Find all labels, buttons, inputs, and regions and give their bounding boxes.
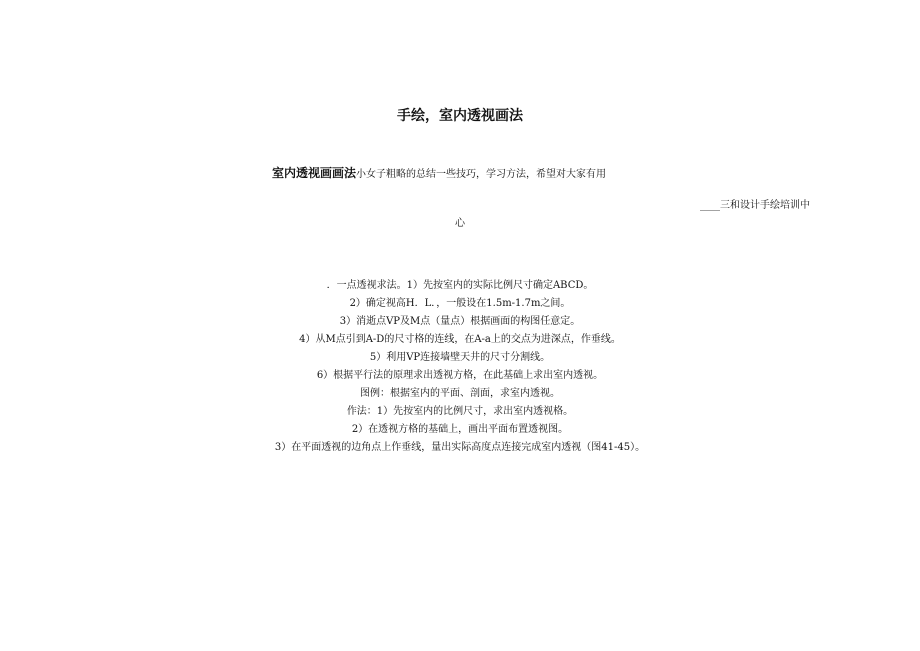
step-line: 4）从M点引到A-D的尺寸格的连线，在A-a上的交点为进深点，作垂线。: [299, 334, 621, 345]
step-line: 图例：根据室内的平面、剖面，求室内透视。: [360, 388, 560, 399]
document-title: 手绘，室内透视画法: [397, 108, 523, 124]
intro-bold-heading: 室内透视画画法: [272, 166, 357, 180]
signature-line: ____三和设计手绘培训中: [700, 200, 810, 211]
step-line: ．一点透视求法。1）先按室内的实际比例尺寸确定ABCD。: [326, 280, 594, 291]
step-line: 3）消逝点VP及M点（量点）根据画面的构图任意定。: [339, 316, 581, 327]
intro-text: 小女子粗略的总结一些技巧，学习方法，希望对大家有用: [356, 169, 607, 180]
steps-list: [0, 277, 920, 457]
step-line: 2）在透视方格的基础上，画出平面布置透视图。: [351, 424, 569, 435]
step-line: 6）根据平行法的原理求出透视方格，在此基础上求出室内透视。: [316, 370, 604, 381]
step-line: 作法：1）先按室内的比例尺寸，求出室内透视格。: [346, 406, 574, 417]
intro-paragraph: [272, 164, 832, 184]
signature-tail: 心: [455, 218, 465, 229]
step-line: 5）利用VP连接墙壁天井的尺寸分割线。: [369, 352, 551, 363]
step-line: 3）在平面透视的边角点上作垂线，量出实际高度点连接完成室内透视（图41-45）。: [274, 442, 646, 453]
step-line: 2）确定视高H．L．，一般设在1.5m-1.7m之间。: [349, 298, 571, 309]
